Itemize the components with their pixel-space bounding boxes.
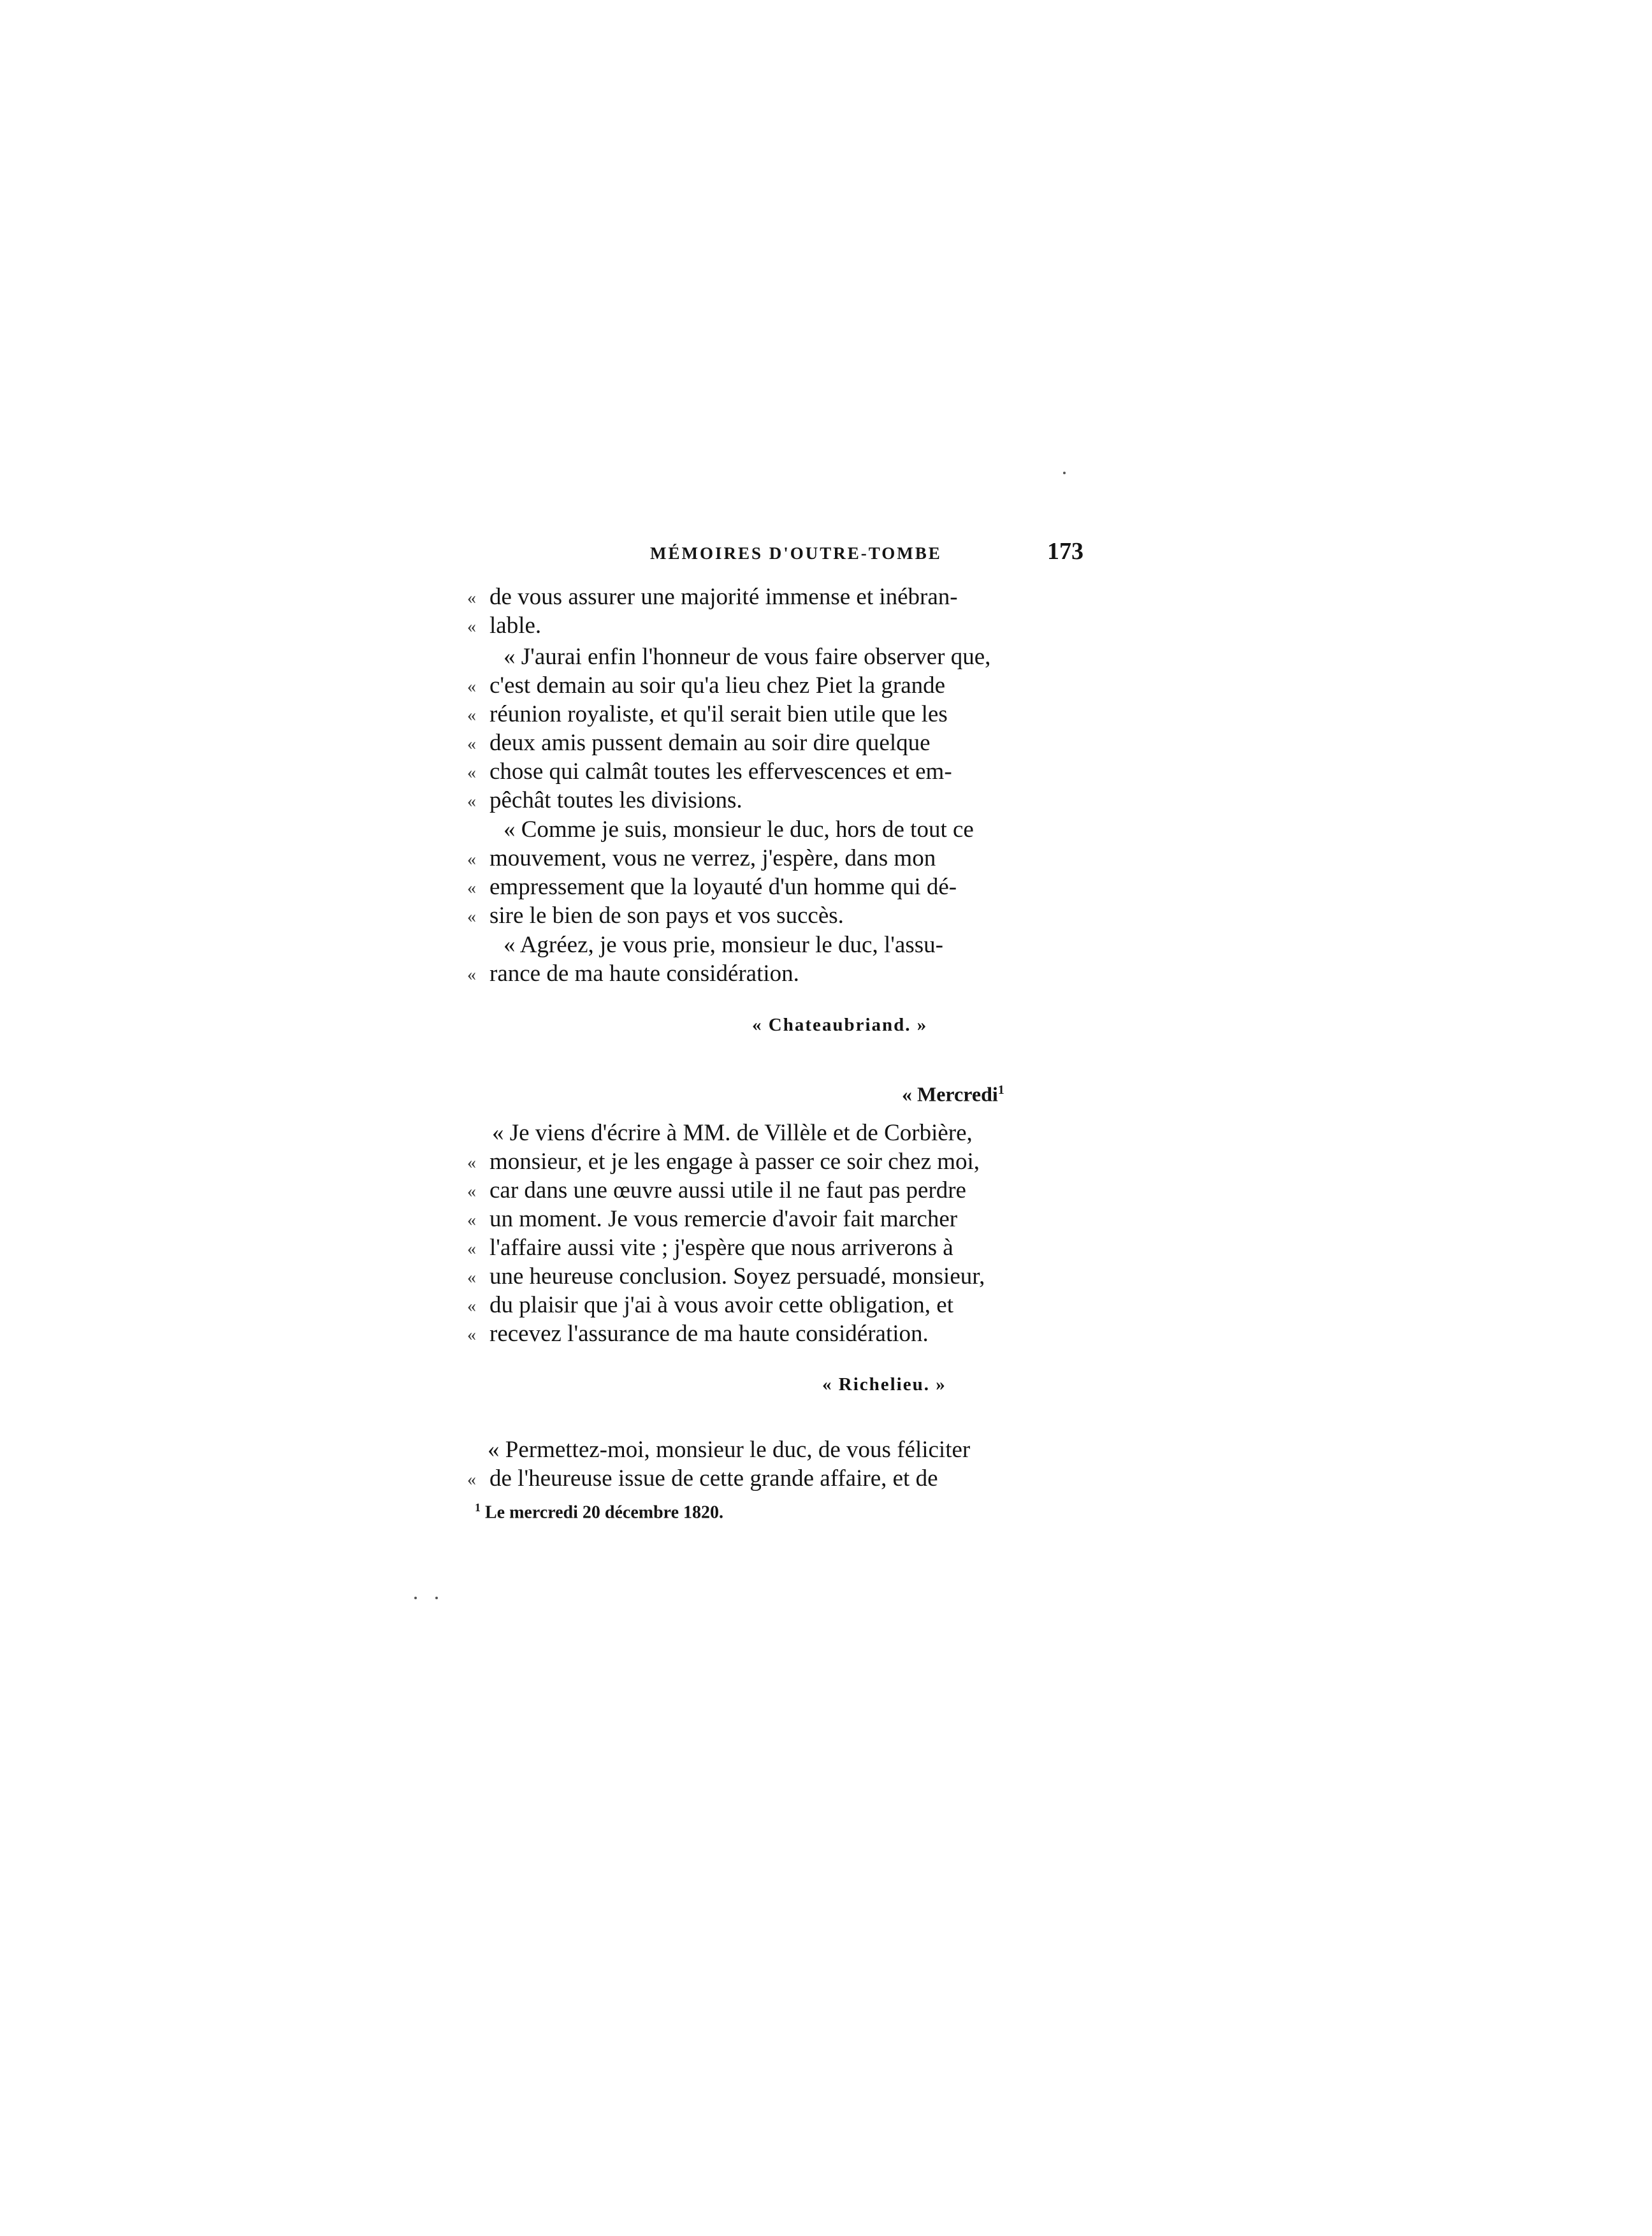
date-heading-text: « Mercredi xyxy=(902,1082,998,1106)
signature-richelieu: « Richelieu. » xyxy=(822,1374,946,1395)
page-number: 173 xyxy=(1047,538,1083,565)
quote-mark: « xyxy=(467,677,476,697)
text-line: mouvement, vous ne verrez, j'espère, dans mon xyxy=(489,845,936,871)
page-header xyxy=(650,537,1083,576)
quote-mark: « xyxy=(467,1182,476,1201)
quote-mark: « xyxy=(467,1239,476,1259)
quote-mark: « xyxy=(467,1470,476,1490)
footnote-marker: 1 xyxy=(997,1083,1004,1097)
text-line: du plaisir que j'ai à vous avoir cette obligation, et xyxy=(489,1292,953,1318)
quote-mark: « xyxy=(467,1296,476,1316)
text-line: monsieur, et je les engage à passer ce soir chez moi, xyxy=(489,1149,980,1175)
quote-mark: « xyxy=(467,878,476,898)
footnote xyxy=(475,1495,723,1525)
footnote-number: 1 xyxy=(475,1501,481,1514)
quote-mark: « xyxy=(467,850,476,869)
text-line: car dans une œuvre aussi utile il ne faut pas perdre xyxy=(489,1177,966,1203)
footnote-text: Le mercredi 20 décembre 1820. xyxy=(485,1502,724,1523)
date-heading xyxy=(902,1077,1004,1107)
text-line: « Comme je suis, monsieur le duc, hors de tout ce xyxy=(504,817,974,843)
text-line: « J'aurai enfin l'honneur de vous faire observer que, xyxy=(504,644,991,670)
text-line: c'est demain au soir qu'a lieu chez Piet la grande xyxy=(489,672,946,699)
scan-speck xyxy=(435,1597,438,1599)
text-line: de vous assurer une majorité immense et inébran- xyxy=(489,584,958,610)
quote-mark: « xyxy=(467,1268,476,1288)
quote-mark: « xyxy=(467,965,476,985)
text-line: chose qui calmât toutes les effervescences et em- xyxy=(489,759,952,785)
text-line: rance de ma haute considération. xyxy=(489,961,799,987)
text-line: une heureuse conclusion. Soyez persuadé, monsieur, xyxy=(489,1263,985,1289)
text-line: recevez l'assurance de ma haute considération. xyxy=(489,1321,929,1347)
quote-mark: « xyxy=(467,1325,476,1345)
quote-mark: « xyxy=(467,907,476,927)
text-line: sire le bien de son pays et vos succès. xyxy=(489,903,844,929)
text-line: lable. xyxy=(489,613,542,639)
scan-speck xyxy=(414,1597,417,1599)
text-line: deux amis pussent demain au soir dire quelque xyxy=(489,730,931,756)
text-line: pêchât toutes les divisions. xyxy=(489,787,743,813)
text-line: « Je viens d'écrire à MM. de Villèle et de Corbière, xyxy=(492,1120,973,1146)
scan-speck xyxy=(1063,472,1066,474)
text-line: de l'heureuse issue de cette grande affaire, et de xyxy=(489,1465,938,1492)
quote-mark: « xyxy=(467,734,476,754)
quote-mark: « xyxy=(467,617,476,637)
running-title: MÉMOIRES D'OUTRE-TOMBE xyxy=(650,544,942,563)
text-line: réunion royaliste, et qu'il serait bien utile que les xyxy=(489,701,948,727)
text-line: un moment. Je vous remercie d'avoir fait marcher xyxy=(489,1206,958,1232)
text-line: « Permettez-moi, monsieur le duc, de vous féliciter xyxy=(488,1437,971,1463)
text-line: empressement que la loyauté d'un homme qui dé- xyxy=(489,874,957,900)
quote-mark: « xyxy=(467,792,476,811)
text-line: l'affaire aussi vite ; j'espère que nous arriverons à xyxy=(489,1235,953,1261)
text-line: « Agréez, je vous prie, monsieur le duc, l'assu- xyxy=(504,932,943,958)
quote-mark: « xyxy=(467,1210,476,1230)
quote-mark: « xyxy=(467,763,476,783)
signature-chateaubriand: « Chateaubriand. » xyxy=(752,1015,928,1035)
quote-mark: « xyxy=(467,588,476,608)
quote-mark: « xyxy=(467,1153,476,1173)
quote-mark: « xyxy=(467,706,476,725)
